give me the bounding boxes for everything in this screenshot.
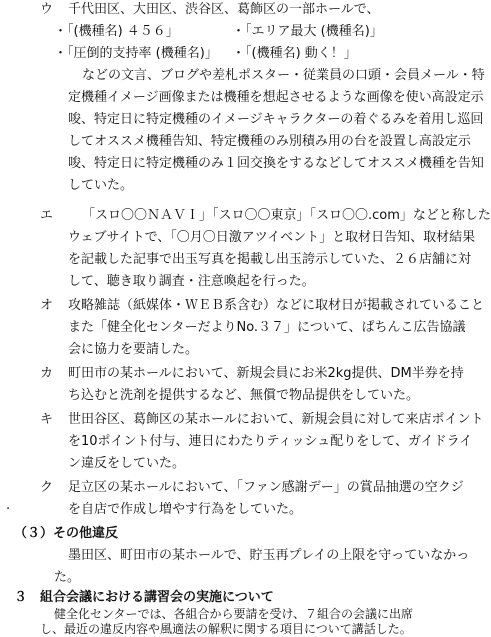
- section-ka-text: ち込むと洗剤を提供するなど、無償で物品提供をしていた。: [68, 388, 420, 403]
- section-e-text: して、聴き取り調査・注意喚起を行った。: [68, 274, 315, 289]
- section-u-body-text: 定機種イメージ画像または機種を想起させるような画像を使い高設定示: [68, 90, 484, 105]
- section-u-item-1: ・「(機種名) ４５６」: [54, 24, 179, 39]
- section-e-text: を記載した記事で出玉写真を掲載し出玉誇示していた、２６店舗に対: [68, 252, 472, 267]
- section-o-marker: オ: [40, 298, 54, 313]
- section-u-intro-text: 千代田区、大田区、渋谷区、葛飾区の一部ホールで、: [68, 2, 380, 17]
- section-u-body-text: 唆、特定日に特定機種のイメージキャラクターの着ぐるみを着用し巡回: [68, 112, 484, 127]
- section-o-text: 攻略雑誌（紙媒体・ＷＥＢ系含む）などに取材日が掲載されていること: [68, 298, 485, 313]
- section-e-text: 「スロ〇〇ＮＡＶＩ」「スロ〇〇東京」「スロ〇〇.com」などと称した: [82, 208, 491, 223]
- section-u-item-4: ・「(機種名) 動く！」: [232, 46, 357, 61]
- chapter-3-text: し、最近の違反内容や風適法の解釈に関する項目について講話した。: [40, 622, 412, 636]
- section-ki-text: を10ポイント付与、連日にわたりティッシュ配りをして、ガイドライ: [68, 434, 473, 449]
- section-3-text: 墨田区、町田市の某ホールで、貯玉再プレイの上限を守っていなかっ: [68, 548, 470, 563]
- section-e-text: ウェブサイトで、「〇月〇日激アツイベント」と取材日告知、取材結果: [68, 230, 476, 245]
- section-3-text: た。: [54, 570, 81, 585]
- section-u-body-text: などの文言、ブログや差札ポスター・従業員の口頭・会員メール・特: [82, 68, 485, 83]
- section-u-body-text: していた。: [68, 178, 134, 193]
- section-o-text: また「健全化センターだよりNo.３７」について、ぱちんこ広告協議: [68, 320, 466, 335]
- section-ki-text: 世田谷区、葛飾区の某ホールにおいて、新規会員に対して来店ポイント: [68, 412, 484, 427]
- section-u-body-text: 唆、特定日に特定機種のみ１回交換をするなどしてオススメ機種を告知: [68, 156, 484, 171]
- section-u-item-2: ・「エリア最大 (機種名)」: [232, 24, 383, 39]
- chapter-3-heading: ３ 組合会議における講習会の実施について: [14, 590, 274, 605]
- section-e-marker: エ: [40, 208, 54, 223]
- section-ku-marker: ク: [40, 480, 54, 495]
- section-ki-marker: キ: [40, 412, 54, 427]
- chapter-3-text: 健全化センターでは、各組合から要請を受け、７組合の会議に出席: [54, 607, 414, 621]
- section-ku-text: を自店で作成し増やす行為をしていた。: [68, 502, 303, 517]
- section-ki-text: ン違反をしていた。: [68, 456, 186, 471]
- section-ku-text: 足立区の某ホールにおいて、「ファン感謝デー」の賞品抽選の空クジ: [68, 480, 464, 495]
- section-ka-marker: カ: [40, 366, 54, 381]
- section-o-text: 会に協力を要請した。: [68, 342, 199, 357]
- section-3-heading: （３）その他違反: [14, 526, 119, 541]
- section-u-body-text: してオススメ機種告知、特定機種のみ別積み用の台を設置し高設定示: [68, 134, 471, 149]
- section-ka-text: 町田市の某ホールにおいて、新規会員にお米2kg提供、DM半券を持: [68, 366, 464, 381]
- section-u-marker: ウ: [40, 2, 54, 17]
- stray-dot-mark: ·: [6, 502, 11, 517]
- section-u-item-3: ・「圧倒的支持率 (機種名)」: [54, 46, 218, 61]
